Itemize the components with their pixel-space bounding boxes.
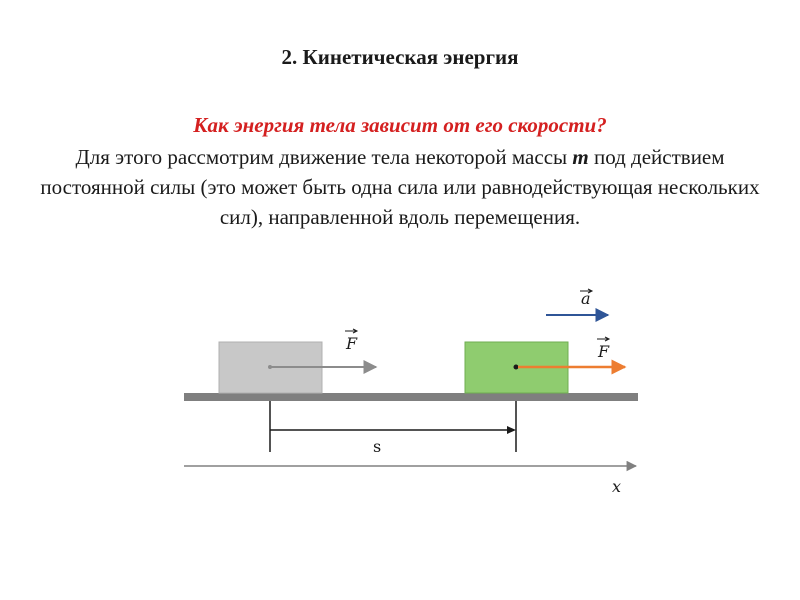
force-label-initial: F: [346, 334, 358, 353]
acceleration-label: a: [581, 289, 591, 308]
body-text-part1: Для этого рассмотрим движение тела некоторой массы: [75, 145, 573, 169]
body-text-part2: под действием постоянной силы (это может быть одна сила или равнодействующая нескольких сил), направленной вдоль перемещения.: [40, 145, 760, 229]
surface: [184, 393, 638, 401]
block-final-center-dot: [514, 365, 519, 370]
slide-title: 2. Кинетическая энергия: [281, 45, 519, 69]
force-label-final: F: [598, 342, 610, 361]
slide-question: Как энергия тела зависит от его скорости?: [193, 113, 607, 137]
displacement-label: s: [373, 437, 382, 456]
displacement-arrowhead: [507, 426, 516, 434]
x-axis-label: x: [612, 477, 622, 496]
mass-symbol: m: [572, 145, 589, 169]
